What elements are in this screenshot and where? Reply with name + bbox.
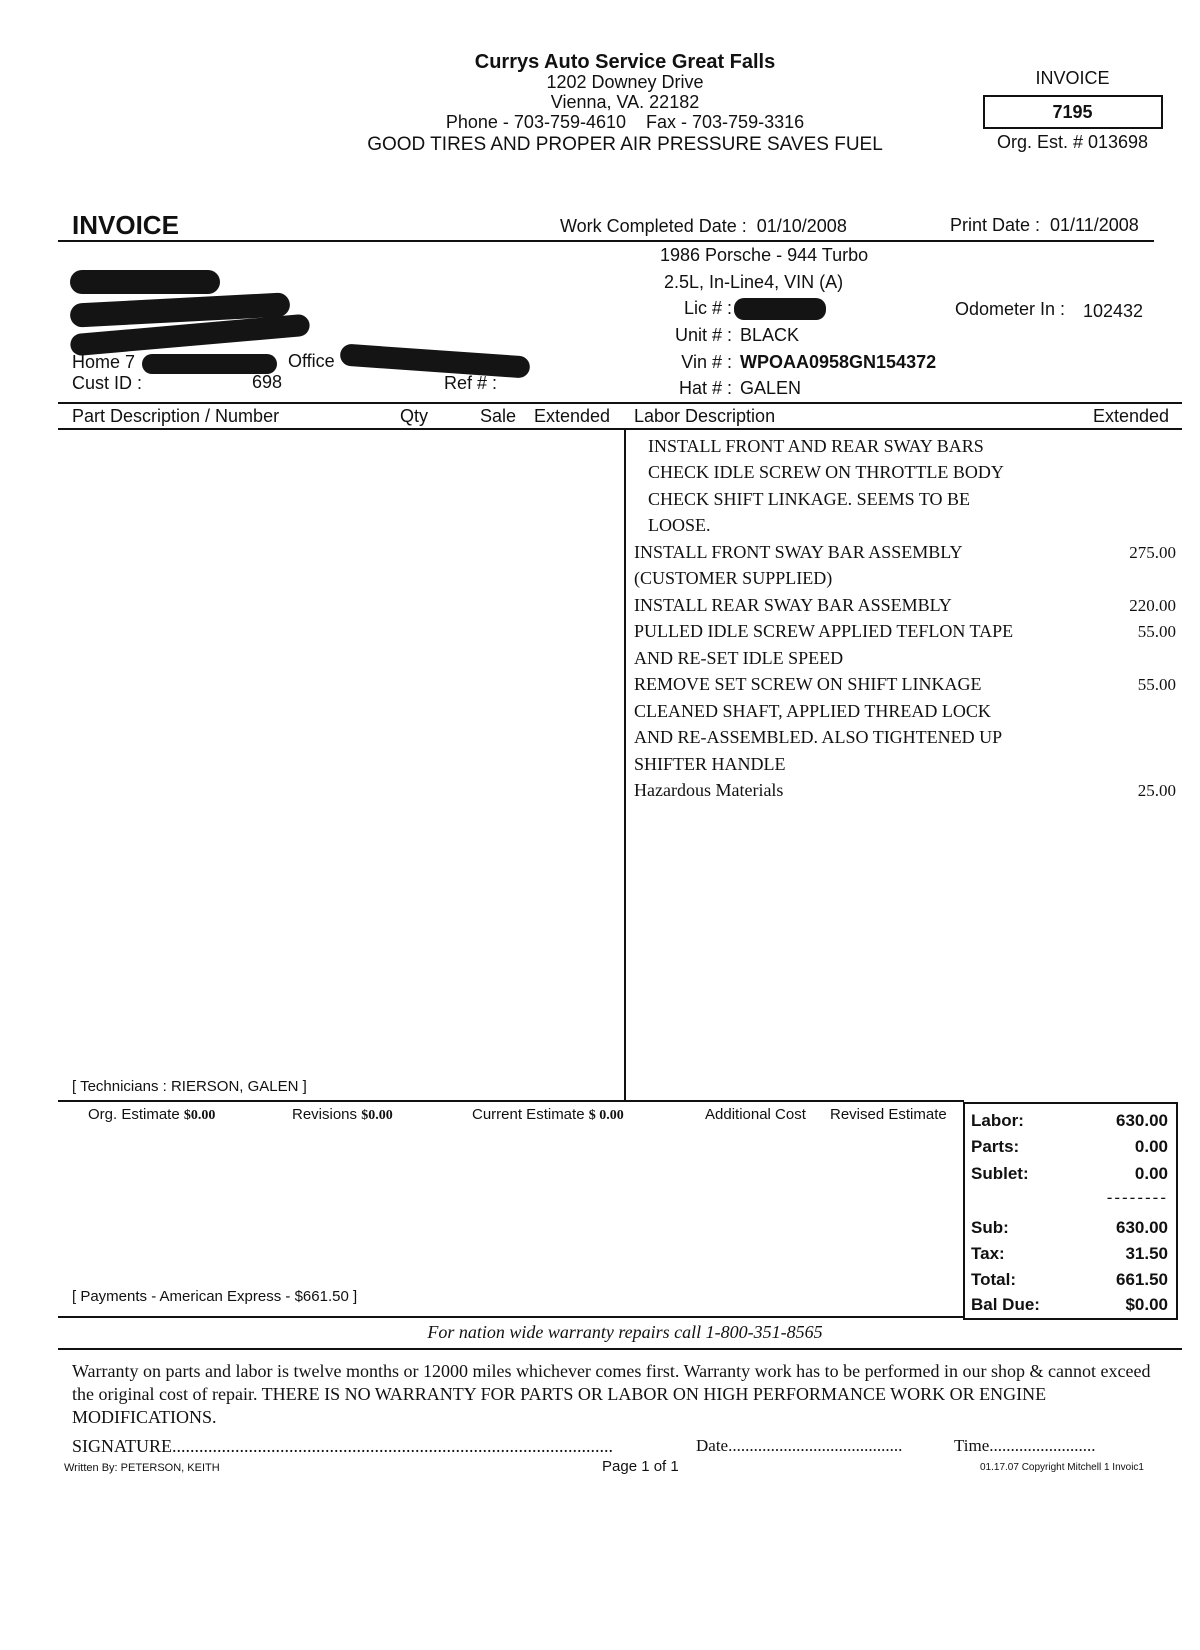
labor-line-text: PULLED IDLE SCREW APPLIED TEFLON TAPE (634, 621, 1014, 641)
home-phone-redaction (142, 354, 277, 374)
warranty-text: Warranty on parts and labor is twelve months or 12000 miles whichever comes first. Warranty work has to be performed in our shop & cannot exceed the original cost of repair. THERE IS NO WARRANTY FOR PARTS OR LABOR ON HIGH PERFORMANCE WORK OR ENGINE MODIFICATIONS. (72, 1361, 1151, 1427)
tax-value: 31.50 (1125, 1244, 1168, 1263)
revised-estimate: Revised Estimate (830, 1106, 947, 1123)
hat-value: GALEN (740, 378, 802, 398)
labor-line-amount: 220.00 (1129, 596, 1176, 615)
org-estimate-value: $0.00 (183, 1108, 216, 1123)
labor-line-text: Hazardous Materials (634, 780, 784, 800)
time-line: Time......................... (954, 1436, 1096, 1455)
office-phone-label: Office (288, 351, 335, 371)
column-header-rule (58, 428, 1182, 430)
customer-rule (58, 402, 1182, 404)
unit-value: BLACK (740, 325, 800, 345)
invoice-number: 7195 (983, 95, 1163, 129)
license-label: Lic # : (683, 298, 732, 318)
shop-slogan: GOOD TIRES AND PROPER AIR PRESSURE SAVES FUEL (367, 134, 883, 155)
balance-due-label: Bal Due: (971, 1295, 1040, 1314)
shop-phone-fax: Phone - 703-759-4610 Fax - 703-759-3316 (445, 112, 805, 132)
shop-info (300, 52, 950, 155)
current-estimate-label: Current Estimate (472, 1106, 585, 1123)
sale-header: Sale (480, 406, 517, 426)
labor-note: CHECK IDLE SCREW ON THROTTLE BODY (648, 462, 1004, 482)
parts-total-value: 0.00 (1134, 1137, 1168, 1156)
written-by: Written By: PETERSON, KEITH (64, 1462, 220, 1474)
footer-rule (58, 1348, 1182, 1350)
page-number: Page 1 of 1 (602, 1458, 679, 1475)
labor-line-text: AND RE-ASSEMBLED. ALSO TIGHTENED UP (634, 727, 1003, 747)
extended-header: Extended (534, 406, 611, 426)
labor-line-amount: 55.00 (1137, 675, 1176, 694)
customer-name-redaction (70, 270, 220, 294)
unit-label: Unit # : (674, 325, 732, 345)
customer-id-label: Cust ID : (72, 373, 143, 393)
labor-extended-header: Extended (1093, 406, 1170, 426)
payments: [ Payments - American Express - $661.50 ] (72, 1288, 358, 1305)
customer-id-value: 698 (252, 372, 283, 392)
totals-separator: -------- (1106, 1188, 1168, 1207)
print-date: Print Date : 01/11/2008 (950, 215, 1139, 235)
vin-value: WPOAA0958GN154372 (740, 352, 937, 372)
balance-due-value: $0.00 (1125, 1295, 1168, 1314)
labor-line-text: INSTALL REAR SWAY BAR ASSEMBLY (634, 595, 952, 615)
revisions-value: $0.00 (361, 1108, 393, 1123)
labor-line-text: AND RE-SET IDLE SPEED (634, 648, 844, 668)
copyright: 01.17.07 Copyright Mitchell 1 Invoic1 (980, 1462, 1144, 1473)
header-rule (58, 240, 1154, 242)
vehicle-engine: 2.5L, In-Line4, VIN (A) (664, 272, 844, 292)
labor-line-text: REMOVE SET SCREW ON SHIFT LINKAGE (634, 674, 982, 694)
office-phone-redaction (339, 343, 530, 378)
odometer-label: Odometer In : (955, 299, 1066, 319)
vehicle-model: 1986 Porsche - 944 Turbo (660, 245, 869, 265)
parts-total-label: Parts: (971, 1137, 1020, 1156)
qty-header: Qty (400, 406, 429, 426)
nationwide-warranty-note: For nation wide warranty repairs call 1-800-351-8565 (427, 1322, 823, 1342)
license-redaction (734, 298, 826, 320)
payments-rule (58, 1316, 964, 1318)
technicians: [ Technicians : RIERSON, GALEN ] (72, 1078, 307, 1095)
column-divider (624, 428, 626, 1100)
reference-label: Ref # : (444, 373, 498, 393)
invoice-label: INVOICE (1035, 68, 1110, 88)
sublet-total-label: Sublet: (971, 1164, 1029, 1183)
estimate-rule (58, 1100, 964, 1102)
current-estimate-value: $ 0.00 (588, 1108, 624, 1123)
totals-box (963, 1102, 1178, 1320)
date-line: Date......................................... (696, 1436, 903, 1455)
labor-note: CHECK SHIFT LINKAGE. SEEMS TO BE (648, 489, 971, 509)
org-estimate-label: Org. Estimate (88, 1106, 180, 1123)
revisions (292, 1106, 393, 1124)
labor-line-text: SHIFTER HANDLE (634, 754, 786, 774)
shop-address-line2: Vienna, VA. 22182 (550, 92, 700, 112)
shop-address-line1: 1202 Downey Drive (546, 72, 704, 92)
revisions-label: Revisions (292, 1106, 358, 1123)
org-estimate-number: Org. Est. # 013698 (996, 132, 1149, 152)
work-completed-date: Work Completed Date : 01/10/2008 (560, 216, 847, 236)
total-value: 661.50 (1116, 1270, 1168, 1289)
labor-line-text: CLEANED SHAFT, APPLIED THREAD LOCK (634, 701, 991, 721)
tax-label: Tax: (971, 1244, 1005, 1263)
labor-line-text: INSTALL FRONT SWAY BAR ASSEMBLY (634, 542, 963, 562)
part-description-header: Part Description / Number (72, 406, 280, 426)
subtotal-label: Sub: (971, 1218, 1009, 1237)
labor-total-value: 630.00 (1116, 1111, 1168, 1130)
home-phone-label: Home 7 (72, 352, 136, 372)
labor-total-label: Labor: (971, 1111, 1024, 1130)
shop-name: Currys Auto Service Great Falls (474, 51, 776, 73)
labor-note: INSTALL FRONT AND REAR SWAY BARS (648, 436, 984, 456)
signature-line: SIGNATURE.................................................................................................. (72, 1436, 614, 1456)
current-estimate (472, 1106, 624, 1124)
additional-cost: Additional Cost (705, 1106, 806, 1123)
subtotal-value: 630.00 (1116, 1218, 1168, 1237)
labor-line-text: (CUSTOMER SUPPLIED) (634, 568, 833, 588)
labor-line-amount: 55.00 (1137, 622, 1176, 641)
org-estimate (88, 1106, 215, 1124)
labor-line-amount: 25.00 (1137, 781, 1176, 800)
labor-description-header: Labor Description (634, 406, 776, 426)
invoice-title: INVOICE (72, 210, 179, 240)
total-label: Total: (971, 1270, 1017, 1289)
odometer-value: 102432 (1083, 301, 1144, 321)
vin-label: Vin # : (681, 352, 732, 372)
invoice-number-block (980, 68, 1165, 153)
labor-line-amount: 275.00 (1129, 543, 1176, 562)
labor-note: LOOSE. (648, 515, 711, 535)
sublet-total-value: 0.00 (1134, 1164, 1168, 1183)
hat-label: Hat # : (678, 378, 732, 398)
